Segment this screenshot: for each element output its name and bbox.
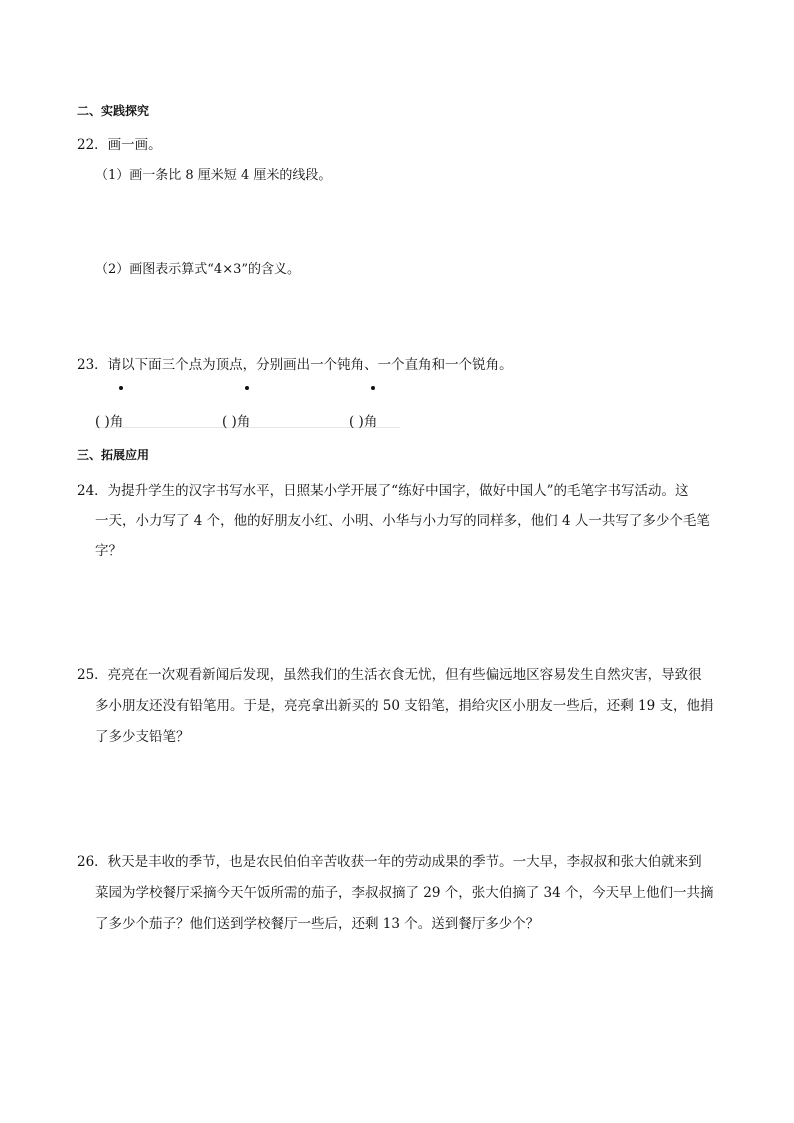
q26-line3: 了多少个茄子？他们送到学校餐厅一些后，还剩 13 个。送到餐厅多少个？: [95, 916, 540, 932]
q23-answer-2: ( )角: [222, 414, 251, 430]
q22-part1: （1）画一条比 8 厘米短 4 厘米的线段。: [95, 168, 332, 183]
q25-line3: 了多少支铅笔？: [95, 729, 190, 745]
q25-line1: 25．亮亮在一次观看新闻后发现，虽然我们的生活衣食无忧，但有些偏远地区容易发生自然灾害，导致很: [77, 667, 702, 683]
section-3-heading: 三、拓展应用: [77, 448, 150, 462]
q25-line2: 多小朋友还没有铅笔用。于是，亮亮拿出新买的 50 支铅笔，捐给灾区小朋友一些后，还剩 19 支，他捐: [95, 698, 714, 714]
q23-answer-1: ( )角: [95, 414, 124, 430]
q23-title: 23．请以下面三个点为顶点，分别画出一个钝角、一个直角和一个锐角。: [77, 357, 513, 373]
q26-line2: 菜园为学校餐厅采摘今天午饭所需的茄子，李叔叔摘了 29 个，张大伯摘了 34 个，今天早上他们一共摘: [95, 885, 714, 901]
q23-answer-3: ( )角: [349, 414, 378, 430]
vertex-dot-3: [371, 386, 375, 390]
vertex-dot-2: [245, 386, 249, 390]
q24-line1: 24．为提升学生的汉字书写水平，日照某小学开展了“练好中国字，做好中国人”的毛笔字书写活动。这: [77, 483, 689, 499]
q24-line3: 字？: [95, 543, 122, 559]
q22-title: 22．画一画。: [77, 137, 162, 153]
section-2-heading: 二、实践探究: [77, 104, 150, 118]
q22-part2: （2）画图表示算式“4×3”的含义。: [95, 262, 300, 277]
vertex-dot-1: [119, 386, 123, 390]
q26-line1: 26．秋天是丰收的季节，也是农民伯伯辛苦收获一年的劳动成果的季节。一大早，李叔叔和张大伯就来到: [77, 854, 702, 870]
q24-line2: 一天，小力写了 4 个，他的好朋友小红、小明、小华与小力写的同样多，他们 4 人一共写了多少个毛笔: [95, 513, 710, 529]
